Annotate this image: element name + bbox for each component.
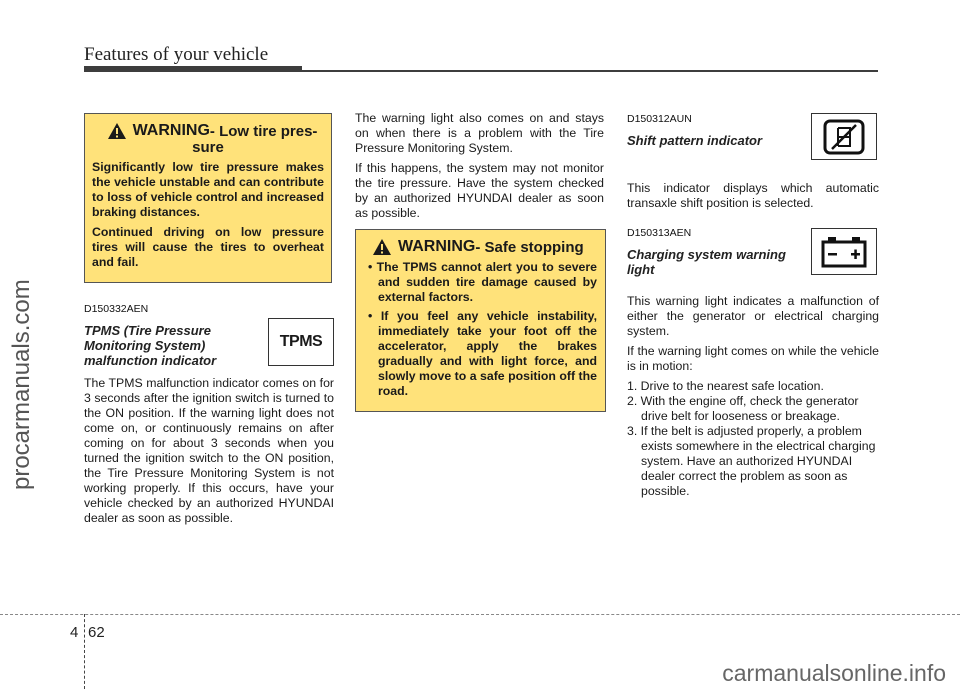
warning-label: WARNING xyxy=(132,122,210,139)
warning-bullet: • If you feel any vehicle instability, immediately take your foot off the accelerator, apply the brakes gradually and with light force, and slowly move to a safe position off the road. xyxy=(368,309,597,398)
warning-subject: - Safe stopping xyxy=(475,238,584,256)
warning-bullets xyxy=(364,260,597,399)
page-header-title: Features of your vehicle xyxy=(84,44,269,65)
footer-vertical-rule xyxy=(84,614,85,689)
charging-step: 3. If the belt is adjusted properly, a problem exists somewhere in the electrical charging system. Have an authorized HYUNDAI dealer correct the problem as soon as possible. xyxy=(627,424,876,498)
section-code: D150313AEN xyxy=(627,227,692,239)
low-tire-warning-box xyxy=(84,113,332,283)
shift-pattern-icon xyxy=(822,118,866,156)
warning-title xyxy=(100,122,324,140)
warning-para-2: Continued driving on low pressure tires will cause the tires to overheat and fail. xyxy=(92,225,324,269)
warning-subject: - Low tire pres- xyxy=(209,122,318,140)
side-watermark[interactable]: procarmanuals.com xyxy=(8,279,35,490)
warning-triangle-icon xyxy=(107,122,127,140)
section-code: D150312AUN xyxy=(627,113,692,125)
footer-dashed-rule xyxy=(0,614,960,615)
col2-para-1: The warning light also comes on and stays on when there is a problem with the Tire Pressure Monitoring System. xyxy=(355,111,604,155)
warning-para-1: Significantly low tire pressure makes the vehicle unstable and can contribute to loss of vehicle control and increased braking distances. xyxy=(92,160,324,219)
col2-para-2: If this happens, the system may not monitor the tire pressure. Have the system checked by an authorized HYUNDAI dealer as soon as possible. xyxy=(355,161,604,220)
battery-icon xyxy=(820,235,868,269)
tpms-continued xyxy=(355,111,604,226)
charging-subtitle: Charging system warning light xyxy=(627,247,786,277)
shift-subtitle: Shift pattern indicator xyxy=(627,133,763,148)
charging-step: 2. With the engine off, check the generator drive belt for looseness or breakage. xyxy=(627,394,859,423)
header-rule xyxy=(302,70,878,72)
warning-bullet-text: The TPMS cannot alert you to severe and sudden tire damage caused by external factors. xyxy=(376,260,597,304)
charging-para-2: If the warning light comes on while the vehicle is in motion: xyxy=(627,344,879,373)
warning-bullet: • The TPMS cannot alert you to severe and sudden tire damage caused by external factors. xyxy=(368,260,597,304)
section-number: 4 xyxy=(70,624,79,641)
charging-steps xyxy=(627,379,879,499)
page-number: 62 xyxy=(88,624,105,641)
tpms-subtitle: TPMS (Tire Pressure Monitoring System) malfunction indicator xyxy=(84,323,217,368)
safe-stopping-warning-box xyxy=(355,229,606,412)
tpms-indicator-box xyxy=(268,318,334,366)
tpms-body: The TPMS malfunction indicator comes on for 3 seconds after the ignition switch is turned to the ON position. If the warning light does not come on, or continuously remains on after coming on for about 3 seconds when you turned the ignition switch to the ON position, the Tire Pressure Monitoring System is not working properly. If this occurs, have your vehicle checked by an authorized HYUNDAI dealer as soon as possible. xyxy=(84,376,334,525)
charging-para-1: This warning light indicates a malfunction of either the generator or electrical charging system. xyxy=(627,294,879,338)
warning-subject-cont: sure xyxy=(192,139,224,156)
charging-step: 1. Drive to the nearest safe location. xyxy=(627,379,824,393)
warning-bullet-text: If you feel any vehicle instability, immediately take your foot off the accelerator, apply the brakes gradually and with light force, and slowly move to a safe position off the road. xyxy=(378,309,597,398)
warning-triangle-icon xyxy=(372,238,392,256)
header-bar xyxy=(84,66,302,72)
warning-title xyxy=(372,238,597,256)
bottom-watermark[interactable]: carmanualsonline.info xyxy=(722,660,946,686)
shift-body: This indicator displays which automatic transaxle shift position is selected. xyxy=(627,181,879,210)
tpms-icon: TPMS xyxy=(279,333,323,350)
section-code: D150332AEN xyxy=(84,303,149,315)
charging-indicator-box xyxy=(811,228,877,275)
warning-label: WARNING xyxy=(398,238,476,255)
shift-indicator-box xyxy=(811,113,877,160)
